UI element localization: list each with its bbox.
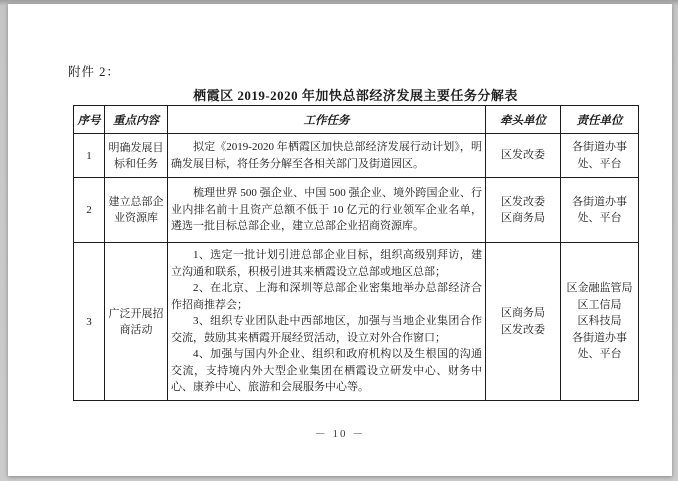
- task-paragraph: 2、在北京、上海和深圳等总部企业密集地举办总部经济合作招商推荐会；: [171, 282, 482, 311]
- table-row: [74, 134, 639, 178]
- cell-tasks: [168, 134, 486, 178]
- cell-responsible-units: [561, 243, 639, 401]
- cell-tasks: [168, 178, 486, 243]
- lead-unit: 区发改委: [501, 149, 545, 162]
- lead-unit: 区商务局: [501, 212, 545, 224]
- cell-responsible-units: [561, 178, 639, 243]
- cell-tasks: [168, 243, 486, 401]
- task-breakdown-table: [73, 105, 639, 401]
- col-header-topic: 重点内容: [105, 106, 168, 134]
- attachment-label: 附件 2：: [68, 65, 120, 79]
- col-header-responsible-unit: 责任单位: [561, 106, 639, 134]
- col-header-lead-unit: 牵头单位: [486, 106, 561, 134]
- lead-unit: 区发改委: [501, 323, 545, 336]
- cell-lead-units: [486, 178, 561, 243]
- task-paragraph: 3、组织专业团队赴中西部地区，加强与当地企业集团合作交流，鼓励其来栖霞开展经贸活动，设立对外合作窗口；: [171, 315, 482, 344]
- task-paragraph: 拟定《2019-2020 年栖霞区加快总部经济发展行动计划》，明确发展目标，将任务分解至各相关部门及街道园区。: [171, 141, 482, 170]
- lead-unit: 区商务局: [501, 307, 545, 319]
- responsible-unit: 区金融监管局: [566, 282, 633, 295]
- task-paragraph: 1、选定一批计划引进总部企业目标，组织高级别拜访，建立沟通和联系，积极引进其来栖霞设立总部或地区总部；: [171, 249, 482, 278]
- task-paragraph: 4、加强与国内外企业、组织和政府机构以及生根国的沟通交流，支持境内外大型企业集团在栖霞设立研发中心、财务中心、康养中心、旅游和会展服务中心等。: [171, 348, 482, 394]
- cell-topic: 明确发展目标和任务: [105, 134, 168, 178]
- responsible-unit: 各街道办事处、平台: [572, 331, 627, 361]
- cell-row-index: 2: [74, 178, 105, 243]
- cell-row-index: 3: [74, 243, 105, 401]
- cell-topic: 广泛开展招商活动: [105, 243, 168, 401]
- table-row: [74, 243, 639, 401]
- page-title: 栖霞区 2019-2020 年加快总部经济发展主要任务分解表: [193, 85, 518, 106]
- responsible-unit: 各街道办事处、平台: [572, 195, 627, 224]
- col-header-tasks: 工作任务: [168, 106, 486, 134]
- cell-lead-units: [486, 243, 561, 401]
- cell-topic: 建立总部企业资源库: [105, 178, 168, 243]
- title-band: [73, 85, 638, 106]
- responsible-unit: 各街道办事处、平台: [572, 141, 627, 170]
- table-header-row: [74, 106, 639, 134]
- cell-row-index: 1: [74, 134, 105, 178]
- task-paragraph: 梳理世界 500 强企业、中国 500 强企业、境外跨国企业、行业内排名前十且资产总额不低于 10 亿元的行业领军企业名单，遴选一批目标总部企业，建立总部企业招商资源库。: [171, 187, 482, 233]
- responsible-unit: 区科技局: [577, 315, 622, 328]
- cell-lead-units: [486, 134, 561, 178]
- document-page: [8, 4, 672, 476]
- page-number: － 10 －: [314, 428, 366, 440]
- cell-responsible-units: [561, 134, 639, 178]
- table-row: [74, 178, 639, 243]
- col-header-index: 序号: [74, 106, 105, 134]
- lead-unit: 区发改委: [501, 195, 545, 208]
- responsible-unit: 区工信局: [577, 298, 622, 311]
